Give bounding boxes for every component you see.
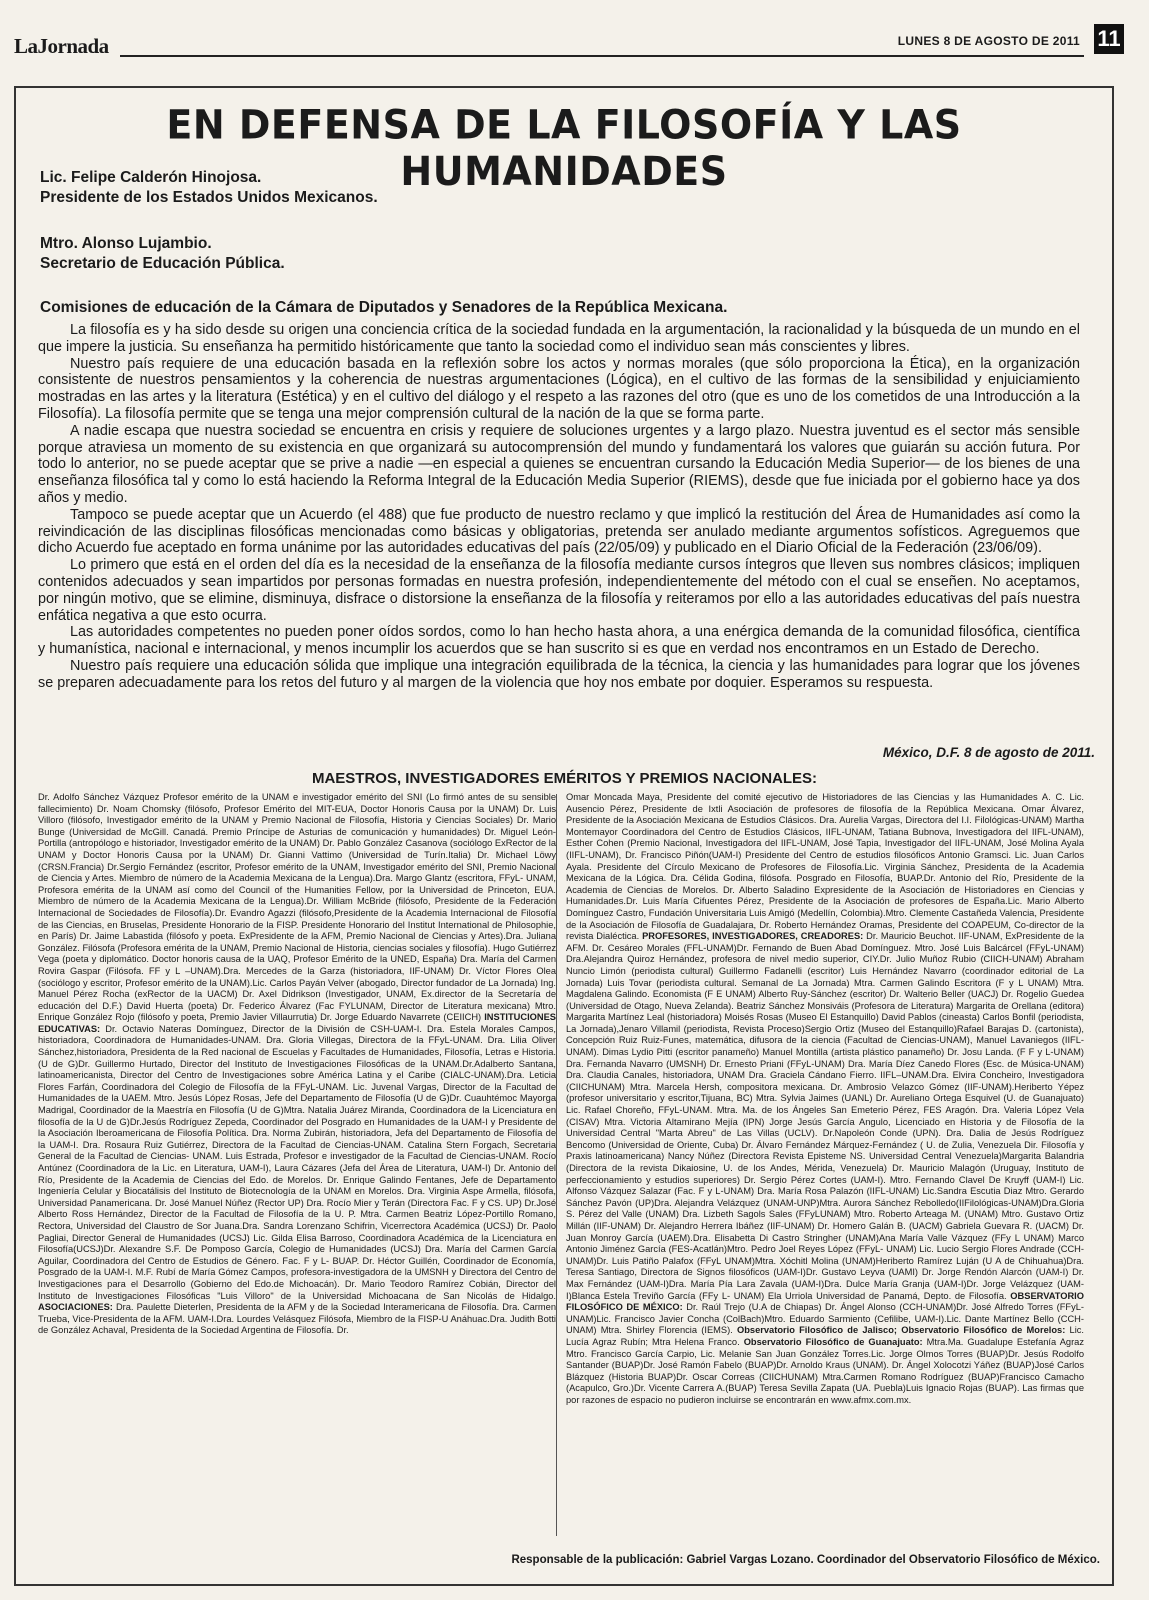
addressee-president-name: Lic. Felipe Calderón Hinojosa. xyxy=(40,169,262,186)
emeritos-list: Dr. Adolfo Sánchez Vázquez Profesor emérito de la UNAM e investigador emérito del SNI (Lo firmó antes de su sensible fallecimiento) Dr. Noam Chomsky (filósofo, Profesor Emérito del MIT-EUA, Doctor Honoris Causa por la UNAM) Dr. Luis Villoro (filósofo, Investigador emérito de la UNAM y Premio Nacional de Filosofía, Historia y Ciencias Sociales) Dr. Mario Bunge (Universidad de McGill. Canadá. Premio Príncipe de Asturias de comunicación y humanidades) Dr. Miguel León-Portilla (antropólogo e historiador, Investigador emérito de la UNAM) Dr. Pablo González Casanova (sociólogo ExRector de la UNAM y Doctor Honoris Causa por la UNAM) Dr. Gianni Vattimo (Universidad de Turín.Italia) Dr. Michael Löwy (CRSN.Francia) Dr.Sergio Fernández (escritor, Profesor emérito de la UNAM, Investigador emérito del SNI, Premio Nacional de Ciencia y Artes. Miembro de número de la Academia Mexicana de la Lengua).Dra. Margo Glantz (escritora, FFyL- UNAM, Profesora emérita de la UNAM así como del Council of the Humanities Fellow, por la Universidad de Princeton, EUA. Miembro de número de la Academia Mexicana de la Lengua).Dr. William McBride (filósofo, Presidente de la Federación Internacional de Sociedades de Filosofía).Dr. Evandro Agazzi (filósofo,Presidente de la Academia Internacional de Filosofía de las Ciencias, en Bruselas, Presidente Honorario de la FISP. Presidente Honorario del Institut International de Philosophie, en París) Dr. Jaime Labastida (filósofo y poeta. ExPresidente de la AFM, Premio Nacional de Ciencias y Artes).Dra. Juliana González. Filósofa (Profesora emérita de la UNAM, Premio Nacional de Historia, ciencias sociales y filosofía). Hugo Gutiérrez Vega (poeta y diplomático. Doctor honoris causa de la UAQ, Profesor Emérito de la UNED, España) Dra. María del Carmen Rovira Gaspar (Filósofa. FF y L –UNAM).Dra. Mercedes de la Garza (historiadora, IIF-UNAM) Dr. Víctor Flores Olea (sociólogo y escritor, Profesor emérito de la UNAM).Lic. Carlos Payán Velver (abogado, Director fundador de La Jornada) Ing. Manuel Pérez Rocha (exRector de la UACM) Dr. Axel Didrikson (Investigador, UNAM, Ex.director de la Secretaría de educación del D.F.) David Huerta (poeta) Dr. Federico Álvarez (Fac FYLUNAM, Director de Literatura mexicana) Mtro. Enrique González Rojo (filósofo y poeta, Premio Javier Villaurrutia) Dr. Jorge Eduardo Navarrete (CEIICH) xyxy=(38,792,556,1023)
jalisco-morelos-list: Lic. Lucía Agraz Rubín; Mtra Helena Franco. xyxy=(566,1325,1084,1347)
signatories-left-column xyxy=(38,792,556,1534)
column-divider xyxy=(556,794,557,1536)
asociaciones-list: Dra. Paulette Dieterlen, Presidenta de la AFM y de la Sociedad Interamericana de Filosofía. Dra. Carmen Trueba, Vice-Presidenta de la AFM. UAM-I.Dra. Lourdes Velásquez Filósofa, Miembro de la FISP-U Anáhuac.Dra. Judith Botti de González Achaval, Presidenta de la Sociedad Argentina de Filosofía. Dr. xyxy=(38,1302,556,1336)
addressee-secretary-title: Secretario de Educación Pública. xyxy=(40,255,285,272)
addressee-commissions: Comisiones de educación de la Cámara de Diputados y Senadores de la República Mexicana. xyxy=(40,299,728,316)
instituciones-list: Dr. Octavio Nateras Domínguez, Director de la División de CSH-UAM-I. Dra. Estela Morales Campos, historiadora, Coordinadora de Humanidades-UNAM. Dra. Gloria Villegas, Directora de la FFyL-UNAM. Dra. Lilia Oliver Sánchez,historiadora, Presidenta de la Red nacional de Escuelas y Facultades de Humanidades, Filosofía, Letras e Historia. (U de G)Dr. Guillermo Hurtado, Director del Instituto de Investigaciones Filosóficas de la UNAM.Dr.Adalberto Santana, latinoamericanista, Director del Centro de Investigaciones sobre América Latina y el Caribe (CIALC-UNAM).Dra. Leticia Flores Farfán, Coordinadora del Colegio de Filosofía de la FFyL-UNAM. Lic. Juvenal Vargas, Director de la Facultad de Humanidades de la UAEM. Mtro. Jesús López Rosas, Jefe del Departamento de Filosofía (U de G)Dr. Cuauhtémoc Mayorga Madrigal, Coordinador de la Maestría en Filosofía (U de G)Mtra. Natalia Juárez Miranda, Coordinadora de la Licenciatura en filosofía de la U de G)Dr.Jesús Rodríguez Zepeda, Coordinador del Posgrado en Humanidades de la UAM-I y Presidente de la Asociación Iberoamericana de Filosofía Política. Dra. Norma Zubirán, historiadora, Jefa del Departamento de Filosofía de la UAM-I. Dra. Rosaura Ruiz Gutiérrez, Directora de la Facultad de Ciencias-UNAM. Catalina Stern Forgach, Secretaria General de la Facultad de Ciencias- UNAM. Luis Estrada, Profesor e investigador de la Facultad de Ciencias-UNAM. Rocío Antúnez (Coordinadora de la Lic. en Literatura, UAM-I), Laura Cázares (Jefa del Área de Literatura, UAM-I) Dr. Antonio del Río, Presidente de la Academia de Ciencias del Edo. de Morelos. Dr. Enrique Galindo Fentanes, Jefe de Departamento Ingeniería Celular y Biocatálisis del Instituto de Biotecnología de la UNAM en Morelos. Dra. Virginia Aspe Armella, filósofa, Universidad Panamericana. Dr. José Manuel Núñez (Rector UP) Dra. Rocío Mier y Terán (Directora Fac. F y CS. UP) Dr.José Alberto Ross Hernández, Director de la Facultad de Filosofía de la U. P. Mtra. Carmen Beatriz López-Portillo Romano, Rectora, Universidad del Claustro de Sor Juana.Dra. Sandra Lorenzano Schifrin, Vicerrectora Académica (UCSJ) Dr. Paolo Pagliai, Director General de Humanidades (UCSJ) Lic. Gilda Elisa Barroso, Coordinadora Académica de la Licenciatura en Filosofía(UCSJ)Dr. Alexandre S.F. De Pomposo García, Colegio de Humanidades (UCSJ) Dra. María del Carmen García Aguilar, Coordinadora del Centro de Estudios de Género. Fac. F y L- BUAP. Dr. Héctor Guillén, Coordinador de Economía, Posgrado de la UAM-I. M.F. Rubí de María Gómez Campos, profesora-investigadora de la UMSNH y Directora del Centro de Investigaciones para el Desarrollo (Gobierno del Edo.de Michoacán). Dr. Mario Teodoro Ramírez Cobián, Director del Instituto de Investigaciones Filosóficas "Luis Villoro" de la Universidad Michoacana de San Nicolás de Hidalgo. xyxy=(38,1023,556,1301)
instituciones-label: INSTITUCIONES EDUCATIVAS: xyxy=(38,1012,556,1034)
body-paragraph: La filosofía es y ha sido desde su origen una conciencia crítica de la sociedad fundada en la argumentación, la racionalidad y la búsqueda de un mundo en el que impere la justicia. Su enseñanza ha permitido históricamente que tanto la sociedad como el individuo sean más conscientes y libres. xyxy=(38,322,1080,355)
observatorio-label: OBSERVATORIO FILOSÓFICO DE MÉXICO: xyxy=(566,1290,1084,1313)
signoff-date: México, D.F. 8 de agosto de 2011. xyxy=(882,745,1095,760)
body-paragraph: A nadie escapa que nuestra sociedad se encuentra en crisis y requiere de soluciones urgentes y a largo plazo. Nuestra juventud es el sector más sensible porque atraviesa un momento de su existencia en que organizará su autocomprensión del mundo y fundamentará los valores que guiarán su acción futura. Por todo lo anterior, no se puede aceptar que se prive a nadie —en especial a quienes se encuentran cursando la Educación Media Superior— de los bienes de una enseñanza filosófica tal y como lo está haciendo la Reforma Integral de la Educación Media Superior (RIEMS), desde que fue iniciada por el gobierno hace ya dos años y medio. xyxy=(38,422,1080,506)
signatories-heading: MAESTROS, INVESTIGADORES EMÉRITOS Y PREMIOS NACIONALES: xyxy=(311,770,818,787)
publication-responsible: Responsable de la publicación: Gabriel Vargas Lozano. Coordinador del Observatorio Filosófico de México. xyxy=(511,1554,1100,1566)
addressee-president-title: Presidente de los Estados Unidos Mexicanos. xyxy=(40,189,378,206)
body-paragraph: Lo primero que está en el orden del día es la necesidad de la enseñanza de la filosofía mediante cursos íntegros que lleven sus nombres clásicos; impliquen contenidos adecuados y sean impartidos por personas formadas en nuestra profesión, independientemente del método con el cual se enseñen. No aceptamos, por ningún motivo, que se elimine, disminuya, disfrace o distorsione la enseñanza de la filosofía y reiteramos por ello a las autoridades educativas del país nuestra enfática negativa a que esto ocurra. xyxy=(38,557,1080,624)
letter-body xyxy=(38,322,1080,692)
profesores-label: PROFESORES, INVESTIGADORES, CREADORES: xyxy=(642,931,867,942)
masthead-rule xyxy=(120,55,1084,57)
issue-date: LUNES 8 DE AGOSTO DE 2011 xyxy=(897,34,1080,48)
addressee-secretary-name: Mtro. Alonso Lujambio. xyxy=(40,235,212,252)
masthead xyxy=(14,22,1124,62)
guanajuato-list: Mtra.Ma. Guadalupe Estefanía Agraz Mtro. Francisco García Carpio, Lic. Melanie San Juan González Torres.Lic. Jorge Olmos Torres (BUAP)Dr. Jesús Rodolfo Santander (BUAP)Dr. José Ramón Fabelo (BUAP)Dr. Arnoldo Kraus (UNAM). Dr. Ángel Xolocotzi Yáñez (BUAP)José Carlos Blázquez (Historia BUAP)Dr. Oscar Correas (CIICHUNAM) Mtra.Carmen Romano Rodríguez (BUAP)Francisco Camacho (Acapulco, Gro.)Dr. Vicente Carrera A.(BUAP) Teresa Sevilla Zapata (UA. Puebla)Luis Ignacio Rojas (BUAP). Las firmas que por razones de espacio no pudieron incluirse se encontrarán en www.afmx.com.mx. xyxy=(566,1336,1084,1405)
body-paragraph: Tampoco se puede aceptar que un Acuerdo (el 488) que fue producto de nuestro reclamo y que implicó la restitución del Área de Humanidades así como la reivindicación de las disciplinas filosóficas mencionadas como básicas y obligatorias, pretenda ser anulado mediante argumentos sofísticos. Agreguemos que dicho Acuerdo fue aceptado en forma unánime por las autoridades educativas del país (22/05/09) y publicado en el Diario Oficial de la Federación (23/06/09). xyxy=(38,506,1080,557)
signatories-right-column xyxy=(566,792,1084,1534)
body-paragraph: Nuestro país requiere de una educación basada en la reflexión sobre los actos y normas morales (que sólo proporciona la Ética), en la organización consistente de nuestros pensamientos y la coherencia de nuestras argumentaciones (Lógica), en el cultivo de las formas de la sensibilidad y enjuiciamiento mostradas en las artes y la literatura (Estética) y en el cultivo del diálogo y el respeto a las razones del otro (que es uno de los cometidos de una Introducción a la Filosofía). La filosofía permite que se tenga una mejor comprensión cultural de la nación de la que se forma parte. xyxy=(38,355,1080,422)
newspaper-logo: LaJornada xyxy=(14,34,109,58)
asociaciones-label: ASOCIACIONES: xyxy=(38,1302,116,1313)
jalisco-morelos-label: Observatorio Filosófico de Jalisco; Observatorio Filosófico de Morelos: xyxy=(737,1325,1070,1336)
observatorio-list: Dr. Raúl Trejo (U.A de Chiapas) Dr. Ángel Alonso (CCH-UNAM)Dr. José Alfredo Torres (FFyL-UNAM)Lic. Francisco Javier Concha (ColBach)Mtro. Eduardo Sarmiento (Cefilibe, UAM-I).Lic. Dante Martínez Bello (CCH-UNAM) Mtra. Shirley Florencia (IEMS). xyxy=(566,1302,1084,1336)
asociaciones-list-continued: Omar Moncada Maya, Presidente del comité ejecutivo de Historiadores de las Ciencias y las Humanidades A. C. Lic. Ausencio Pérez, Presidente de Ixtli Asociación de profesores de filosofía de la República Mexicana. Omar Álvarez, Presidente de la Asociación Mexicana de Estudios Clásicos. Dra. Aurelia Vargas, Directora del I.I. Filológicas-UNAM) Martha Montemayor Coordinadora del Centro de Estudios Clásicos, IIFL-UNAM, Tatiana Bubnova, Investigadora del IIFL-UNAM), Esther Cohen (Premio Nacional, Investigadora del IIFL-UNAM, José Tapia, Investigador del IIFL-UNAM, José Molina Ayala (IIFL-UNAM), Dr. Francisco Piñón(UAM-I) Presidente del Centro de estudios filosóficos Antonio Gramsci. Lic. Juan Carlos Ayala. Presidente del Círculo Mexicano de Profesores de Filosofía.Lic. Virginia Sánchez, Presidenta de la Academia Mexicana de la Lógica. Dra. Célida Godina, filósofa. Posgrado en Filosofía, BUAP.Dr. Antonio del Río, Presidente de la Academia de Ciencias de Morelos. Dr. Alberto Saladino Expresidente de la Asociación de Historiadores en Ciencias y Humanidades.Dr. Luis María Cifuentes Pérez, Presidente de la Asociación de profesores de España.Lic. Mario Alberto Domínguez Castro, Fundación Universitaria Luis Amigó (Medellín, Colombia).Mtro. Clemente Castañeda Valencia, Presidente de la Asociación de Filosofía de Guadalajara, Dr. Roberto Hernández Oramas, Presidente del COAPEUM, Co-director de la revista Dialéctica. xyxy=(566,792,1084,942)
headline: EN DEFENSA DE LA FILOSOFÍA Y LAS HUMANIDADES xyxy=(166,101,962,195)
profesores-list: Dr. Mauricio Beuchot. IIF-UNAM, ExPresidente de la AFM. Dr. Cesáreo Morales (FFL-UNAM)Dr. Fernando de Buen Abad Domínguez. Mtro. José Luis Balcárcel (FFyL-UNAM) Dra.Alejandra Quiroz Hernández, profesora de nivel medio superior, CIY.Dr. Julio Muñoz Rubio (CIICH-UNAM) Abraham Nuncio Limón (periodista cultural) Guillermo Fadanelli (escritor) Luis Hernández Navarro (coordinador editorial de La Jornada) Luis Tovar (periodista cultural. Semanal de La Jornada) Mtra. Carmen Galindo Escritora (F y L UNAM) Mtra. Magdalena Galindo. Economista (F E UNAM) Alberto Ruy-Sánchez (escritor) Dr. Walterio Beller (UACJ) Dr. Rogelio Guedea (Universidad de Otago, Nueva Zelanda). Beatriz Sánchez Monsiváis (Profesora de Literatura) Margarita de Orellana (editora) Margarita Martínez Leal (historiadora) Moisés Rosas (Museo El Estanquillo) David Pablos (cineasta) Carlos Bonfil (periodista, La Jornada),Jenaro Villamil (periodista, Revista Proceso)Sergio Ortiz (Museo del Estanquillo)Rafael Barajas D. (cartonista), Concepción Ruiz Ruiz-Funes, matemática, difusora de la ciencia (Facultad de Ciencias-UNAM), Manuel Lavaniegos (IIFL-UNAM). Dimas Lydio Pitti (escritor panameño) Manuel Montilla (artista plástico panameño) Dr. Josu Landa. (F F y L-UNAM) Dra. Fernanda Navarro (UMSNH) Dr. Ernesto Priani (FFyL-UNAM) Dra. María Díez Canedo Flores (Esc. de Música-UNAM) Dra. Claudia Canales, historiadora, UNAM Dra. Graciela Cándano Fierro. IIFL–UNAM.Dra. Elvira Concheiro, Investigadora (CIICHUNAM) Mtra. Marcela Hersh, compositora mexicana. Dr. Ambrosio Velazco Gómez (IIF-UNAM).Heriberto Yépez (profesor universitario y escritor,Tijuana, BC) Mtra. Sylvia Jaimes (UANL) Dr. Aureliano Ortega Esquivel (U. de Guanajuato) Lic. Rafael Choreño, FFyL-UNAM. Mtra. Ma. de los Ángeles San Emeterio Pérez, FES Aragón. Dra. Valeria López Vela (CISAV) Mtra. Victoria Altamirano Mejía (IPN) Jorge Jesús García Angulo, Licenciado en Historia y de Filosofía de la Universidad Central "Marta Abreu" de Las Villas (UCLV). Dr.Napoleón Conde (UPN). Dra. Dalia de Jesús Rodríguez Bencomo (Universidad de Oriente, Cuba) Dr. Álvaro Fernández Márquez-Fernández ( U. de Zulia, Venezuela Dir. Filosofía y Praxis latinoamericana) Nancy Núñez (Directora Revista Episteme NS. Universidad Central Venezuela)Margarita Balandria (Directora de la revista Dikaiosine, U. de los Andes, Mérida, Venezuela) Dr. Mauricio Malagón (Uruguay, Instituto de perfeccionamiento y estudios superiores) Dr. Sergio Pérez Cortes (UAM-I). Mtro. Fernando Clavel De Kruyff (UAM-I) Lic. Alfonso Vázquez Salazar (Fac. F y L-UNAM) Dra. María Rosa Palazón (IIFL-UNAM) Lic.Sandra Escutia Diaz Mtro. Gerardo Sánchez Pavón (UP)Dra. Alejandra Velázquez (UNAM-UNP)Mtra. Aurora Sánchez Rebolledo(IIFilológicas-UNAM)Dra.Gloria S. Pérez del Valle (UNAM) Dra. Lizbeth Sagols Sales (FFyLUNAM) Mtro. Roberto Arteaga M. (UNAM) Mtro. Gustavo Ortiz Millán (IIF-UNAM) Dr. Alejandro Herrera Ibáñez (IIF-UNAM) Dr. Homero Galán B. (UACM) Gabriela Guevara R. (UACM) Dr. Juan Monroy García (UAEM).Dra. Elisabetta Di Castro Stringher (UNAM)Ana María Valle Vázquez (FFy L UNAM) Marco Antonio Jiménez García (FES-Acatlán)Mtro. Pedro Joel Reyes López (FFyL- UNAM) Lic. Lucio Sergio Flores Andrade (CCH-UNAM)Dr. Luis Patiño Palafox (FFyL UNAM)Mtra. Xóchitl Molina (UNAM)Heriberto Ramírez Luján (U A de Chihuahua)Dra. Teresa Santiago, Directora de Signos filosóficos (UAM-I)Dr. Gustavo Leyva (UAMI) Dr. Jorge Rendón Alarcón (UAM-I) Dr. Max Fernández (UAM-I)Dra. María Pía Lara Zavala (UAM-I)Dra. Dulce María Granja (UAM-I)Dr. Jorge Velázquez (UAM-I)Blanca Estela Treviño García (FFy L- UNAM) Ela Urriola Universidad de Panamá, Depto. de Filosofía. xyxy=(566,931,1084,1301)
body-paragraph: Las autoridades competentes no pueden poner oídos sordos, como lo han hecho hasta ahora, a una enérgica demanda de la comunidad filosófica, científica y humanística, nacional e internacional, y menos incumplir los acuerdos que se han suscrito si es que en verdad nos encontramos en un Estado de Derecho. xyxy=(38,624,1080,658)
page-number: 11 xyxy=(1094,24,1124,54)
body-paragraph: Nuestro país requiere una educación sólida que implique una integración equilibrada de la técnica, la ciencia y las humanidades para lograr que los jóvenes se preparen adecuadamente para los retos del futuro y al margen de la violencia que hoy nos embate por doquier. Esperamos su respuesta. xyxy=(38,657,1080,691)
guanajuato-label: Observatorio Filosófico de Guanajuato: xyxy=(743,1336,927,1347)
